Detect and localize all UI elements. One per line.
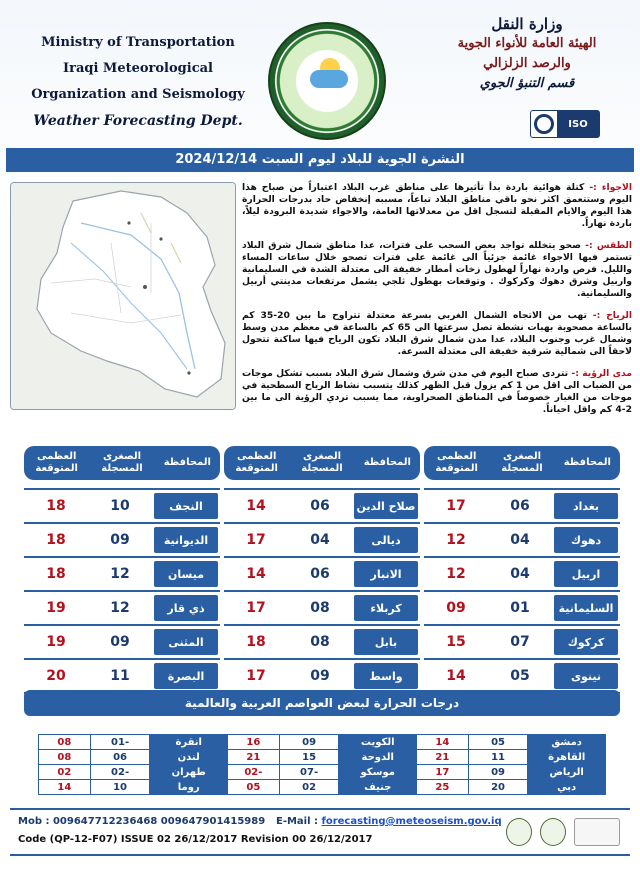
- max-temp: 16: [228, 735, 280, 750]
- max-temp: 25: [417, 780, 469, 795]
- section-body: صحو يتخلله تواجد بعض السحب على فترات، عدا مناطق شمال شرق البلاد تستمر فيها الاجواء غائمة جزئياً الى غائمة على فترات تصحو خلال ساعات المساء والليل. فرص واردة نهاراً لهطول زخات أمطار خفيفة الى معتدلة الشدة في السليمانية واربيل وشرق دهوك وكركوك . وتوقعات بهطول ثلجي يشمل مرتفعات مدينتي أربيل والسليمانية.: [242, 240, 632, 299]
- min-temp: 09: [468, 765, 528, 780]
- province-name: كركوك: [554, 629, 618, 655]
- min-temp: 08: [310, 600, 330, 616]
- table-row: [24, 490, 220, 524]
- world-cities-title: درجات الحرارة لبعض العواصم العربية والعالمية: [24, 690, 620, 716]
- province-table-header: [424, 446, 620, 480]
- forecast-text: [242, 182, 632, 426]
- ministry-logo-small: [540, 818, 566, 846]
- max-temp: 12: [446, 532, 466, 548]
- city-name: لندن: [150, 750, 228, 765]
- max-temp: 18: [246, 634, 266, 650]
- min-temp: 08: [310, 634, 330, 650]
- city-name: القاهرة: [528, 750, 606, 765]
- province-name: ديالى: [354, 527, 418, 553]
- dept-line-ar: قسم التنبؤ الجوي: [479, 76, 575, 91]
- organization-logo: [268, 22, 386, 140]
- min-temp: -02: [90, 765, 150, 780]
- table-row: [39, 750, 606, 765]
- section-winds: [242, 310, 632, 358]
- min-temp: 06: [510, 498, 530, 514]
- city-name: جنيف: [339, 780, 417, 795]
- province-name: نينوى: [554, 663, 618, 689]
- province-name: اربيل: [554, 561, 618, 587]
- header-governorate: المحافظة: [163, 457, 211, 468]
- province-name: ذي قار: [154, 595, 218, 621]
- section-atmosphere: [242, 182, 632, 230]
- table-row: [224, 592, 420, 626]
- ministry-line: Ministry of Transportation: [41, 35, 235, 50]
- province-name: الديوانية: [154, 527, 218, 553]
- max-temp: 02: [39, 765, 91, 780]
- table-row: [424, 592, 620, 626]
- section-body: تتردى صباح اليوم في مدن شرق وشمال شرق البلاد بسبب تشكل موجات من الضباب الى اقل من 1 كم يزول قبل الظهر كذلك يتسبب نشاط الرياح السطحية في موجات من الغبار خصوصاً في المناطق الصحراوية، مما يسبب تردي الرؤية الى ما بين 2-4 كم واقل احياناً.: [242, 368, 632, 415]
- max-temp: 21: [228, 750, 280, 765]
- header-arabic: [432, 14, 622, 94]
- header-governorate: المحافظة: [363, 457, 411, 468]
- max-temp: 14: [246, 498, 266, 514]
- min-temp: 09: [279, 735, 339, 750]
- email-label: E-Mail :: [276, 816, 322, 827]
- min-temp: 10: [110, 498, 130, 514]
- province-group: [224, 446, 420, 694]
- min-temp: 11: [468, 750, 528, 765]
- province-table-header: [24, 446, 220, 480]
- table-row: [224, 524, 420, 558]
- max-temp: 08: [39, 750, 91, 765]
- max-temp: 18: [46, 566, 66, 582]
- footer-logos: [506, 818, 620, 846]
- province-name: الانبار: [354, 561, 418, 587]
- city-name: انقرة: [150, 735, 228, 750]
- ministry-line-ar: وزارة النقل: [491, 15, 563, 33]
- table-row: [39, 780, 606, 795]
- table-row: [424, 524, 620, 558]
- max-temp: 18: [46, 498, 66, 514]
- min-temp: 09: [110, 532, 130, 548]
- section-label: الطقس :-: [585, 240, 632, 251]
- max-temp: 19: [46, 600, 66, 616]
- min-temp: 20: [468, 780, 528, 795]
- table-row: [424, 626, 620, 660]
- max-temp: 17: [417, 765, 469, 780]
- dept-line: Weather Forecasting Dept.: [33, 113, 243, 129]
- header-max-expected: العظمى المتوقعة: [435, 451, 478, 474]
- min-temp: 09: [110, 634, 130, 650]
- section-visibility: [242, 368, 632, 416]
- footer: [10, 808, 630, 856]
- header-min-recorded: الصغرى المسجلة: [101, 451, 143, 474]
- city-name: الدوحة: [339, 750, 417, 765]
- header-min-recorded: الصغرى المسجلة: [301, 451, 343, 474]
- max-temp: 17: [246, 668, 266, 684]
- max-temp: 17: [446, 498, 466, 514]
- province-table-header: [224, 446, 420, 480]
- table-row: [24, 592, 220, 626]
- max-temp: 17: [246, 532, 266, 548]
- max-temp: 15: [446, 634, 466, 650]
- section-label: الاجواء :-: [589, 182, 632, 193]
- certification-logo: [574, 818, 620, 846]
- province-rows: [24, 488, 220, 694]
- table-row: [224, 558, 420, 592]
- province-group: [424, 446, 620, 694]
- table-row: [424, 660, 620, 694]
- iso-ring-icon: [534, 114, 554, 134]
- city-name: الكويت: [339, 735, 417, 750]
- table-row: [424, 558, 620, 592]
- province-name: صلاح الدين: [354, 493, 418, 519]
- document-code: Code (QP-12-F07) ISSUE 02 26/12/2017 Revision 00 26/12/2017: [18, 834, 373, 845]
- table-row: [39, 735, 606, 750]
- bulletin-title: النشرة الجوية للبلاد ليوم السبت 2024/12/14: [6, 148, 634, 172]
- table-row: [24, 524, 220, 558]
- city-name: الرياض: [528, 765, 606, 780]
- min-temp: 04: [510, 532, 530, 548]
- max-temp: 21: [417, 750, 469, 765]
- min-temp: 01: [510, 600, 530, 616]
- city-name: موسكو: [339, 765, 417, 780]
- province-rows: [224, 488, 420, 694]
- max-temp: 14: [39, 780, 91, 795]
- city-name: دمشق: [528, 735, 606, 750]
- province-name: المثنى: [154, 629, 218, 655]
- city-name: طهران: [150, 765, 228, 780]
- org-line-2: Organization and Seismology: [31, 87, 245, 102]
- min-temp: 10: [90, 780, 150, 795]
- min-temp: 06: [90, 750, 150, 765]
- header-max-expected: العظمى المتوقعة: [235, 451, 278, 474]
- header-max-expected: العظمى المتوقعة: [35, 451, 78, 474]
- province-name: النجف: [154, 493, 218, 519]
- min-temp: 12: [110, 566, 130, 582]
- map-drawing: [11, 183, 236, 410]
- cloud-icon: [310, 70, 348, 88]
- province-name: البصرة: [154, 663, 218, 689]
- iraq-map-image: [10, 182, 236, 410]
- section-weather: [242, 240, 632, 300]
- min-temp: -01: [90, 735, 150, 750]
- province-name: واسط: [354, 663, 418, 689]
- iso-label: ISO: [557, 111, 599, 137]
- max-temp: 14: [446, 668, 466, 684]
- province-name: بغداد: [554, 493, 618, 519]
- org-line-ar-1: الهيئة العامة للأنواء الجوية: [457, 36, 597, 51]
- min-temp: 11: [110, 668, 130, 684]
- province-name: السليمانية: [554, 595, 618, 621]
- min-temp: 12: [110, 600, 130, 616]
- min-temp: 06: [310, 566, 330, 582]
- province-tables: [24, 446, 620, 684]
- province-name: ميسان: [154, 561, 218, 587]
- city-name: روما: [150, 780, 228, 795]
- min-temp: 15: [279, 750, 339, 765]
- email-line: [276, 816, 502, 827]
- max-temp: -02: [228, 765, 280, 780]
- iso-badge: [530, 110, 600, 138]
- max-temp: 08: [39, 735, 91, 750]
- table-row: [24, 626, 220, 660]
- max-temp: 09: [446, 600, 466, 616]
- world-cities-table: [38, 734, 606, 795]
- min-temp: 07: [510, 634, 530, 650]
- min-temp: 05: [468, 735, 528, 750]
- max-temp: 14: [246, 566, 266, 582]
- min-temp: -07: [279, 765, 339, 780]
- min-temp: 05: [510, 668, 530, 684]
- min-temp: 04: [310, 532, 330, 548]
- province-group: [24, 446, 220, 694]
- table-row: [24, 660, 220, 694]
- email-link[interactable]: forecasting@meteoseism.gov.iq: [321, 816, 502, 827]
- max-temp: 17: [246, 600, 266, 616]
- header-governorate: المحافظة: [563, 457, 611, 468]
- province-name: بابل: [354, 629, 418, 655]
- organization-logo-small: [506, 818, 532, 846]
- min-temp: 04: [510, 566, 530, 582]
- section-label: مدى الرؤية :-: [571, 368, 633, 379]
- section-body: تهب من الاتجاه الشمال الغربي بسرعة معتدلة تتراوح ما بين 20-35 كم بالساعة مصحوبة بهبات نشطة تصل سرعتها الى 65 كم بالساعة في معظم مدن وسط وشمال غرب وجنوب البلاد، عدا مدن شمال شرق البلاد تكون الرياح فيها ساكنة تتحول لاحقاً الى شمالية شرقية خفيفة الى معتدلة السرعة.: [242, 310, 632, 357]
- city-name: دبي: [528, 780, 606, 795]
- province-name: كربلاء: [354, 595, 418, 621]
- min-temp: 09: [310, 668, 330, 684]
- table-row: [224, 490, 420, 524]
- org-line-ar-2: والرصد الزلزالي: [483, 56, 571, 71]
- mobile-numbers: Mob : 009647712236468 009647901415989: [18, 816, 266, 827]
- header-min-recorded: الصغرى المسجلة: [501, 451, 543, 474]
- max-temp: 18: [46, 532, 66, 548]
- min-temp: 02: [279, 780, 339, 795]
- table-row: [24, 558, 220, 592]
- max-temp: 19: [46, 634, 66, 650]
- table-row: [224, 660, 420, 694]
- table-row: [424, 490, 620, 524]
- min-temp: 06: [310, 498, 330, 514]
- max-temp: 05: [228, 780, 280, 795]
- table-row: [39, 765, 606, 780]
- province-rows: [424, 488, 620, 694]
- section-label: الرياح :-: [592, 310, 633, 321]
- table-row: [224, 626, 420, 660]
- section-body: كتلة هوائية باردة بدأ تأثيرها على مناطق غرب البلاد اعتباراً من صباح هذا اليوم وستتعمق اكثر نحو باقي مناطق البلاد تباعاً، مسببه إنخفاض حاد بدرجات الحرارة هذا اليوم والايام المقبلة لتسجل اقل من معدلاتها العامة، والاجواء شديدة البرودة ليلاً، باردة نهاراً.: [242, 182, 632, 229]
- max-temp: 20: [46, 668, 66, 684]
- max-temp: 14: [417, 735, 469, 750]
- header-english: [18, 30, 258, 134]
- org-line-1: Iraqi Meteorological: [63, 61, 213, 76]
- max-temp: 12: [446, 566, 466, 582]
- province-name: دهوك: [554, 527, 618, 553]
